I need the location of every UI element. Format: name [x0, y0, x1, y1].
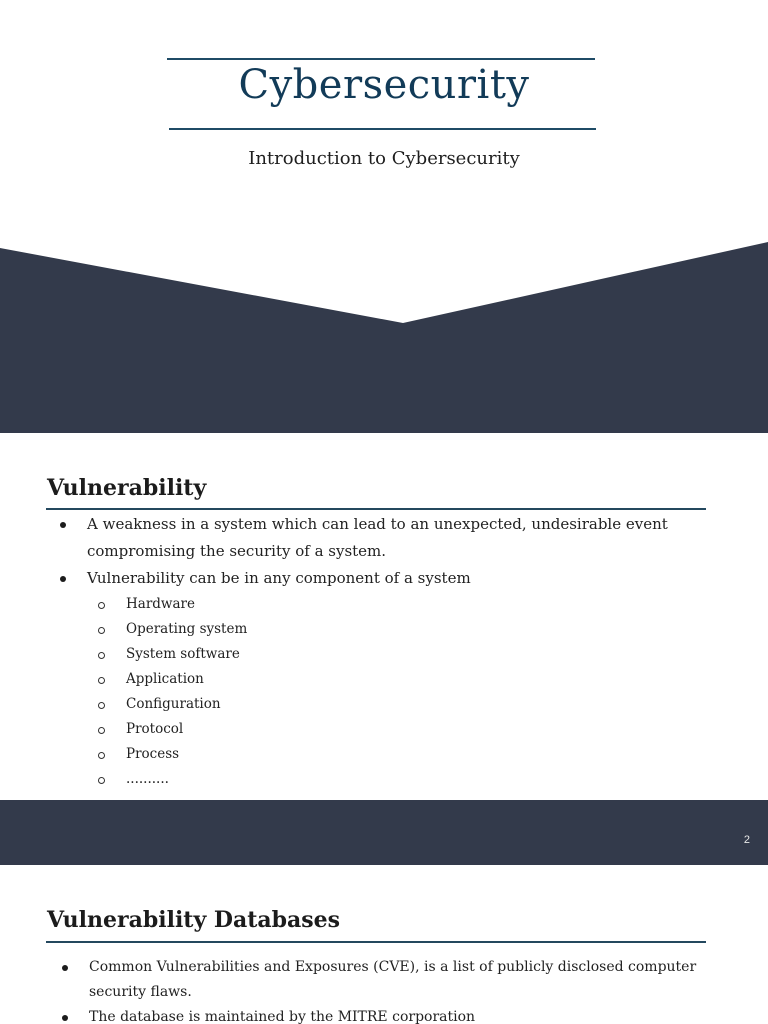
hollow-bullet-icon: [98, 602, 105, 609]
page-number: 2: [743, 834, 750, 846]
bullet-text: Common Vulnerabilities and Exposures (CVE), is a list of publicly disclosed computer security flaws.: [89, 959, 697, 1000]
list-item: [47, 667, 247, 692]
bullet-text: A weakness in a system which can lead to an unexpected, undesirable event compromising the security of a system.: [87, 515, 668, 560]
list-item: [47, 511, 687, 565]
title-top-rule: [167, 58, 595, 60]
bullet-dot-icon: [62, 1015, 68, 1021]
list-item: [47, 717, 247, 742]
sub-bullet-text: Protocol: [126, 721, 184, 737]
slide-subtitle: Introduction to Cybersecurity: [248, 148, 520, 169]
bullet-text: Vulnerability can be in any component of a system: [87, 569, 471, 587]
bullet-text: The database is maintained by the MITRE corporation: [89, 1009, 476, 1024]
list-item: [47, 742, 247, 767]
hollow-bullet-icon: [98, 777, 105, 784]
bullet-dot-icon: [62, 965, 68, 971]
list-item: [47, 642, 247, 667]
sub-bullet-list: [47, 592, 247, 792]
slide-heading: Vulnerability: [47, 475, 207, 501]
hollow-bullet-icon: [98, 677, 105, 684]
sub-bullet-text: ..........: [126, 771, 169, 787]
sub-bullet-text: System software: [126, 646, 240, 662]
hollow-bullet-icon: [98, 652, 105, 659]
list-item: [47, 692, 247, 717]
hollow-bullet-icon: [98, 627, 105, 634]
hollow-bullet-icon: [98, 702, 105, 709]
sub-bullet-text: Process: [126, 746, 180, 762]
vulnerability-slide: [0, 433, 768, 865]
hollow-bullet-icon: [98, 752, 105, 759]
hollow-bullet-icon: [98, 727, 105, 734]
sub-bullet-text: Configuration: [126, 696, 221, 712]
bullet-dot-icon: [60, 522, 66, 528]
sub-bullet-text: Hardware: [126, 596, 195, 612]
heading-rule: [46, 941, 706, 943]
heading-rule: [46, 508, 706, 510]
slide-heading: Vulnerability Databases: [47, 907, 341, 933]
sub-bullet-text: Operating system: [126, 621, 248, 637]
title-bottom-rule: [169, 128, 596, 130]
list-item: [47, 767, 247, 792]
sub-bullet-text: Application: [126, 671, 204, 687]
list-item: [47, 592, 247, 617]
slide-footer-bar: [0, 800, 768, 865]
main-bullet-list: [47, 511, 687, 592]
list-item: [47, 617, 247, 642]
title-slide: [0, 0, 768, 433]
list-item: [47, 955, 719, 1005]
vulnerability-databases-slide: [0, 865, 768, 1024]
list-item: [47, 565, 687, 592]
main-bullet-list: [47, 955, 719, 1024]
slide-title: Cybersecurity: [238, 62, 530, 108]
list-item: [47, 1005, 719, 1024]
decorative-dark-band: [0, 240, 768, 433]
bullet-dot-icon: [60, 576, 66, 582]
